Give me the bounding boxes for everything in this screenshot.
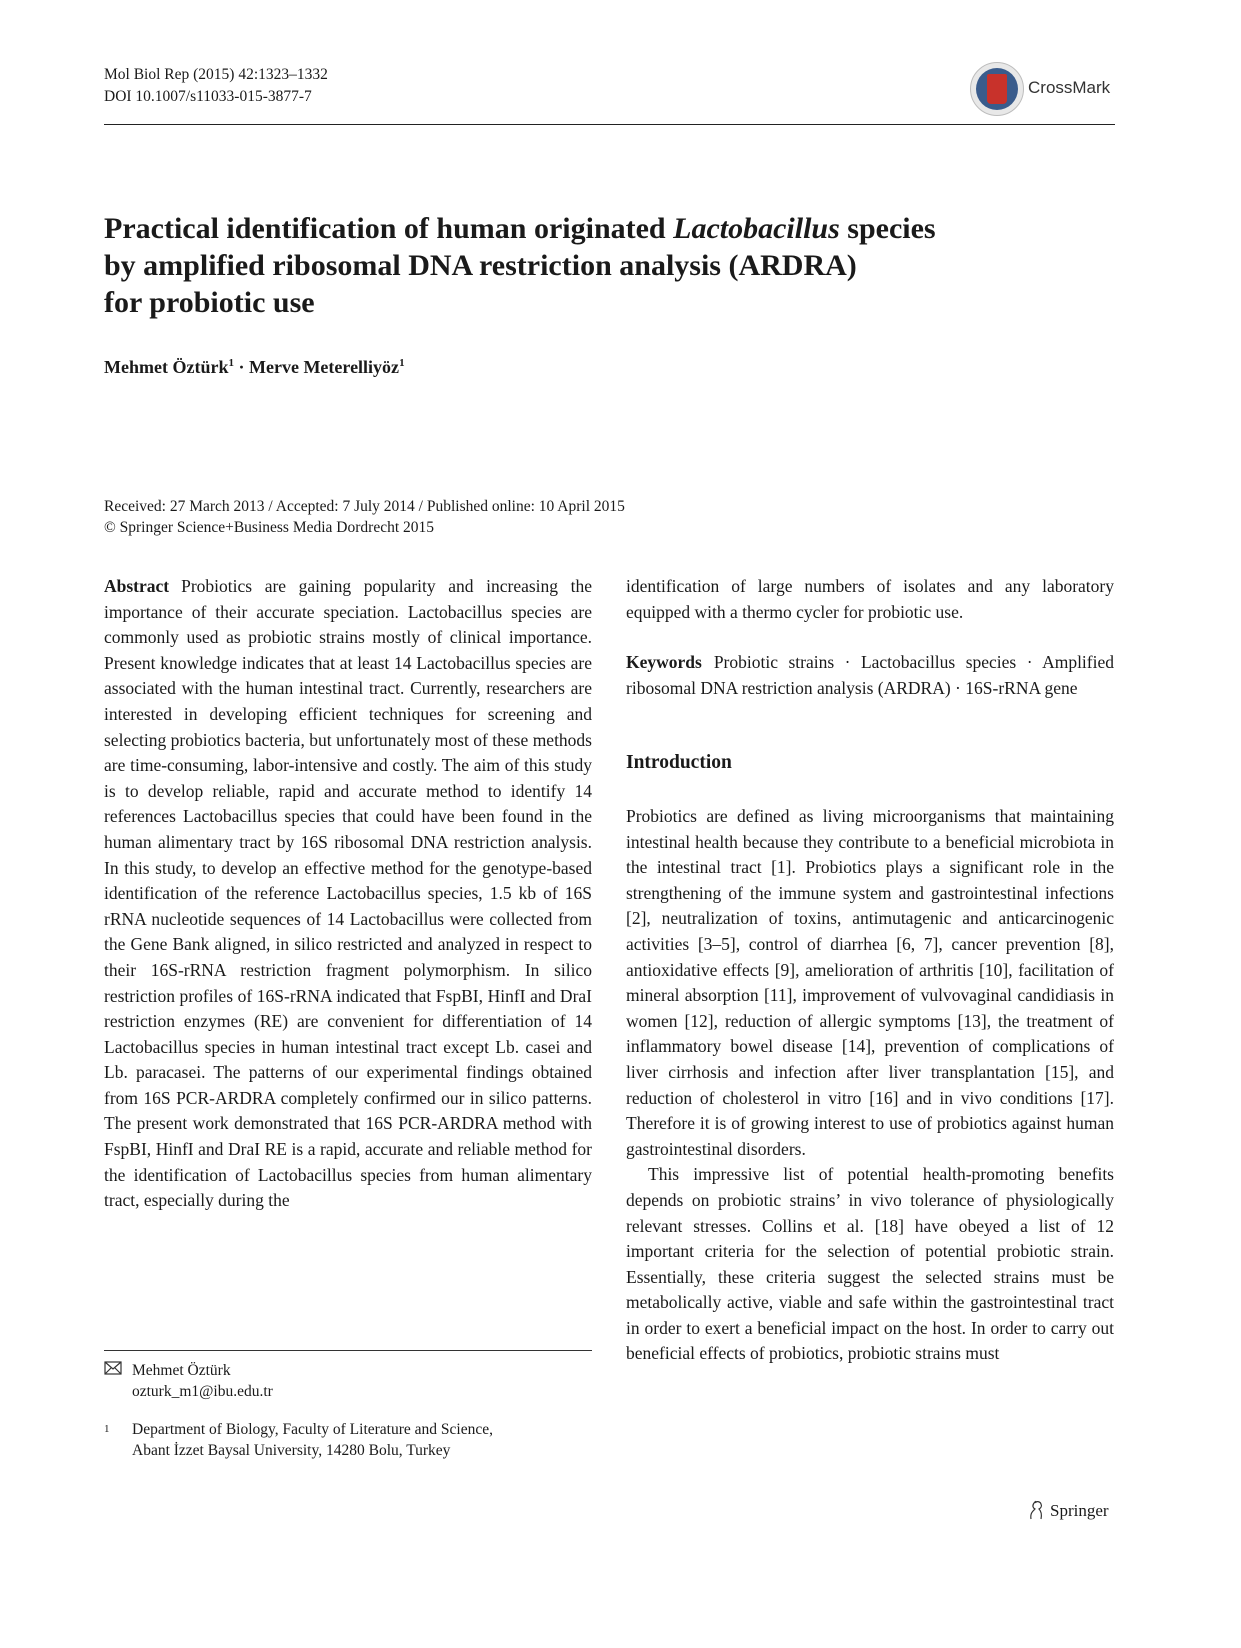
affiliation: 1 Department of Biology, Faculty of Literature and Science, Abant İzzet Baysal University, 14280 Bolu, Turkey [104, 1421, 493, 1459]
section-heading-introduction: Introduction [626, 752, 732, 773]
keywords-heading: Keywords [626, 652, 702, 673]
crossmark-badge[interactable] [970, 62, 1120, 118]
left-column [104, 574, 592, 1214]
footnote-divider [104, 1350, 592, 1351]
contact-name: Mehmet Öztürk [132, 1362, 231, 1379]
contact-email[interactable]: ozturk_m1@ibu.edu.tr [132, 1383, 273, 1400]
envelope-icon [104, 1360, 122, 1381]
header-divider [104, 124, 1115, 125]
footnote [104, 1360, 592, 1461]
publication-dates: Received: 27 March 2013 / Accepted: 7 July 2014 / Published online: 10 April 2015 © Springer Science+Business Media Dordrecht 2015 [104, 498, 625, 536]
abstract-heading: Abstract [104, 576, 170, 596]
article-title: Practical identification of human originated Lactobacillus species by amplified ribosomal DNA restriction analysis (ARDRA) for probiotic use [104, 212, 936, 319]
corresponding-author [104, 1360, 592, 1402]
introduction-paragraph: This impressive list of potential health-promoting benefits depends on probiotic strains’ in vivo tolerance of physiologically relevant stresses. Collins et al. [18] have obeyed a list of 12 important criteria for the selection of potential probiotic strain. Essentially, these criteria suggest the selected strains must be metabolically active, viable and safe within the gastrointestinal tract in order to exert a beneficial impact on the host. In order to carry out beneficial effects of probiotics, probiotic strains must [626, 1164, 1114, 1364]
journal-header [104, 64, 328, 108]
abstract-continuation: identification of large numbers of isolates and any laboratory equipped with a thermo cycler for probiotic use. [626, 576, 1114, 622]
doi[interactable]: DOI 10.1007/s11033-015-3877-7 [104, 88, 312, 105]
crossmark-icon [970, 62, 1024, 116]
crossmark-label: CrossMark [1028, 78, 1111, 97]
springer-horse-icon [1027, 1500, 1045, 1520]
publisher-logo [1027, 1500, 1109, 1521]
keywords-text: Probiotic strains · Lactobacillus species · Amplified ribosomal DNA restriction analysis (ARDRA) · 16S-rRNA gene [626, 652, 1114, 698]
right-column [626, 574, 1114, 1364]
abstract [104, 574, 592, 1214]
introduction-paragraph: Probiotics are defined as living microorganisms that maintaining intestinal health because they contribute to a beneficial microbiota in the intestinal tract [1]. Probiotics plays a significant role in the strengthening of the immune system and gastrointestinal infections [2], neutralization of toxins, antimutagenic and anticarcinogenic activities [3–5], control of diarrhea [6, 7], cancer prevention [8], antioxidative effects [9], amelioration of arthritis [10], facilitation of mineral absorption [11], improvement of vulvovaginal candidiasis in women [12], reduction of allergic symptoms [13], the treatment of inflammatory bowel disease [14], prevention of complications of liver cirrhosis and infection after liver transplantation [15], and reduction of cholesterol in vitro [16] and in vivo conditions [17]. Therefore it is of growing interest to use of probiotics against human gastrointestinal disorders. [626, 806, 1114, 1159]
journal-citation: Mol Biol Rep (2015) 42:1323–1332 [104, 66, 328, 83]
copyright: © Springer Science+Business Media Dordrecht 2015 [104, 519, 435, 536]
author-name[interactable]: Merve Meterelliyöz [248, 357, 400, 377]
abstract-text: Probiotics are gaining popularity and increasing the importance of their accurate speciation. Lactobacillus species are commonly used as probiotic strains mostly of clinical importance. Present knowledge indicates that at least 14 Lactobacillus species are associated with the human intestinal tract. Currently, researchers are interested in developing efficient techniques for screening and selecting probiotics bacteria, but unfortunately most of these methods are time-consuming, labor-intensive and costly. The aim of this study is to develop reliable, rapid and accurate method to identify 14 references Lactobacillus species that could have been found in the human alimentary tract by 16S ribosomal DNA restriction analysis. In this study, to develop an effective method for the genotype-based identification of the reference Lactobacillus species, 1.5 kb of 16S rRNA nucleotide sequences of 14 Lactobacillus were collected from the Gene Bank aligned, in silico restricted and analyzed in respect to their 16S-rRNA restriction fragment polymorphism. In silico restriction profiles of 16S-rRNA indicated that FspBI, HinfI and DraI restriction enzymes (RE) are convenient for differentiation of 14 Lactobacillus species in human intestinal tract except Lb. casei and Lb. paracasei. The patterns of our experimental findings obtained from 16S PCR-ARDRA completely confirmed our in silico patterns. The present work demonstrated that 16S PCR-ARDRA method with FspBI, HinfI and DraI RE is a rapid, accurate and reliable method for the identification of Lactobacillus species from human alimentary tract, especially during the [104, 576, 592, 1211]
author-name[interactable]: Mehmet Öztürk [104, 357, 229, 377]
publisher-name: Springer [1050, 1501, 1109, 1520]
author-list: Mehmet Öztürk$^1$ · Merve Meterelliyöz$^1$ [104, 357, 405, 377]
keywords [626, 650, 1114, 701]
